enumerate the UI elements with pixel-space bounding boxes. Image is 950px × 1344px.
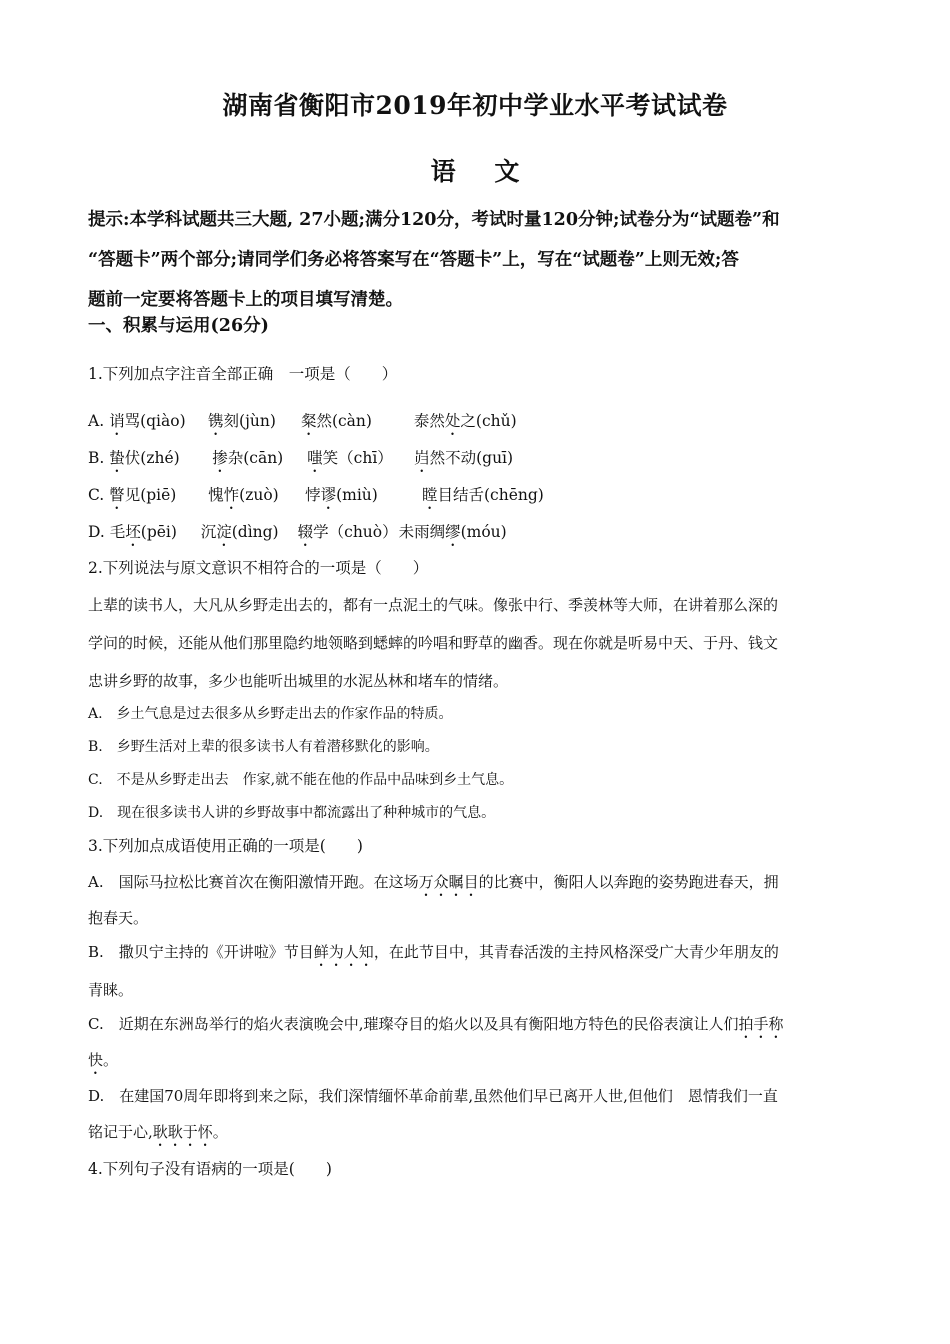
question-1-stem: 1.下列加点字注音全部正确 一项是（ ） <box>88 365 398 383</box>
q2-option-d: D. 现在很多读书人讲的乡野故事中都流露出了种种城市的气息。 <box>88 805 496 821</box>
option-letter: D. <box>88 523 105 541</box>
question-3-stem: 3.下列加点成语使用正确的一项是( ) <box>88 837 363 855</box>
dotted-char: 岿 <box>414 449 430 467</box>
question-4-stem: 4.下列句子没有语病的一项是( ) <box>88 1160 332 1178</box>
dotted-idiom: 耿耿于怀 <box>152 1123 213 1141</box>
passage-line: 上辈的读书人，大凡从乡野走出去的，都有一点泥土的气味。像张中行、季羡林等大师，在讲着那么深的 <box>88 596 779 614</box>
dotted-idiom: 万众瞩目 <box>418 873 479 891</box>
dotted-char: 粲 <box>300 412 317 430</box>
exam-title: 湖南省衡阳市2019年初中学业水平考试试卷 <box>222 91 728 120</box>
dotted-char: 蛰 <box>109 449 125 467</box>
q1-option-d: D. 毛坯(pēi) 沉淀(dìng) 辍学（chuò） 未雨绸缪(móu) <box>88 523 507 541</box>
dotted-char: 淀 <box>216 523 232 541</box>
q3-option-b: B. 撒贝宁主持的《开讲啦》节目鲜为人知，在此节目中，其青春活泼的主持风格深受广大青少年朋友的 <box>88 943 779 961</box>
q3-option-d-cont: 铭记于心,耿耿于怀。 <box>88 1123 228 1141</box>
exam-notice <box>88 200 868 320</box>
option-letter: A. <box>88 412 105 430</box>
question-2-stem: 2.下列说法与原文意识不相符合的一项是（ ） <box>88 559 429 577</box>
dotted-char: 瞥 <box>109 486 125 504</box>
dotted-char: 辍 <box>297 523 314 541</box>
dotted-char: 怍 <box>223 486 240 504</box>
section-heading: 一、积累与运用(26分) <box>88 316 269 336</box>
notice-line: 题前一定要将答题卡上的项目填写清楚。 <box>88 290 403 310</box>
q3-option-a-cont: 抱春天。 <box>88 909 149 927</box>
q3-option-a: A. 国际马拉松比赛首次在衡阳激情开跑。在这场万众瞩目的比赛中，衡阳人以奔跑的姿势跑进春天，拥 <box>88 873 779 891</box>
dotted-char: 坯 <box>125 523 141 541</box>
q2-option-b: B. 乡野生活对上辈的很多读书人有着潜移默化的影响。 <box>88 739 439 755</box>
dotted-char: 谬 <box>320 486 337 504</box>
q3-option-c: C. 近期在东洲岛举行的焰火表演晚会中,璀璨夺目的焰火以及具有衡阳地方特色的民俗表演让人们拍手称 <box>88 1015 784 1033</box>
q1-option-c: C. 瞥见(piē) 愧怍(zuò) 悖谬(miù) 瞠目结舌(chēng) <box>88 486 544 504</box>
passage-line: 学问的时候，还能从他们那里隐约地领略到蟋蟀的吟唱和野草的幽香。现在你就是听易中天、于丹、钱文 <box>88 634 779 652</box>
dotted-char: 处 <box>444 412 461 430</box>
dotted-char: 缪 <box>445 523 461 541</box>
dotted-char: 嗤 <box>307 449 323 467</box>
q3-option-d: D. 在建国70周年即将到来之际，我们深情缅怀革命前辈,虽然他们早已离开人世,但他们 恩情我们一直 <box>88 1087 778 1105</box>
notice-line: 提示:本学科试题共三大题, 27小题;满分120分，考试时量120分钟;试卷分为“试题卷”和 <box>88 210 780 230</box>
passage-line: 忠讲乡野的故事，多少也能听出城里的水泥丛林和堵车的情绪。 <box>88 672 509 690</box>
dotted-char: 掺 <box>212 449 228 467</box>
dotted-char: 镌 <box>208 412 224 430</box>
q1-option-a: A. 诮骂(qiào) 镌刻(jùn) 粲然(càn) 泰然处之(chǔ) <box>88 412 517 430</box>
option-letter: C. <box>88 486 105 504</box>
dotted-char: 瞠 <box>421 486 438 504</box>
dotted-idiom: 拍手称 <box>738 1015 784 1033</box>
q3-option-c-cont: 快。 <box>88 1051 119 1069</box>
subject-title: 语 文 <box>430 157 520 186</box>
q2-option-c: C. 不是从乡野走出去 作家,就不能在他的作品中品味到乡土气息。 <box>88 772 514 788</box>
q3-option-b-cont: 青睐。 <box>88 981 134 999</box>
dotted-idiom: 鲜为人知 <box>313 943 374 961</box>
dotted-char: 诮 <box>109 412 125 430</box>
q1-option-b: B. 蛰伏(zhé) 掺杂(cān) 嗤笑（chī） 岿然不动(guī) <box>88 449 514 467</box>
option-letter: B. <box>88 449 105 467</box>
notice-line: “答题卡”两个部分;请同学们务必将答案写在“答题卡”上，写在“试题卷”上则无效;答 <box>88 250 739 270</box>
dotted-idiom: 快 <box>88 1051 104 1069</box>
q2-option-a: A. 乡土气息是过去很多从乡野走出去的作家作品的特质。 <box>88 706 453 722</box>
